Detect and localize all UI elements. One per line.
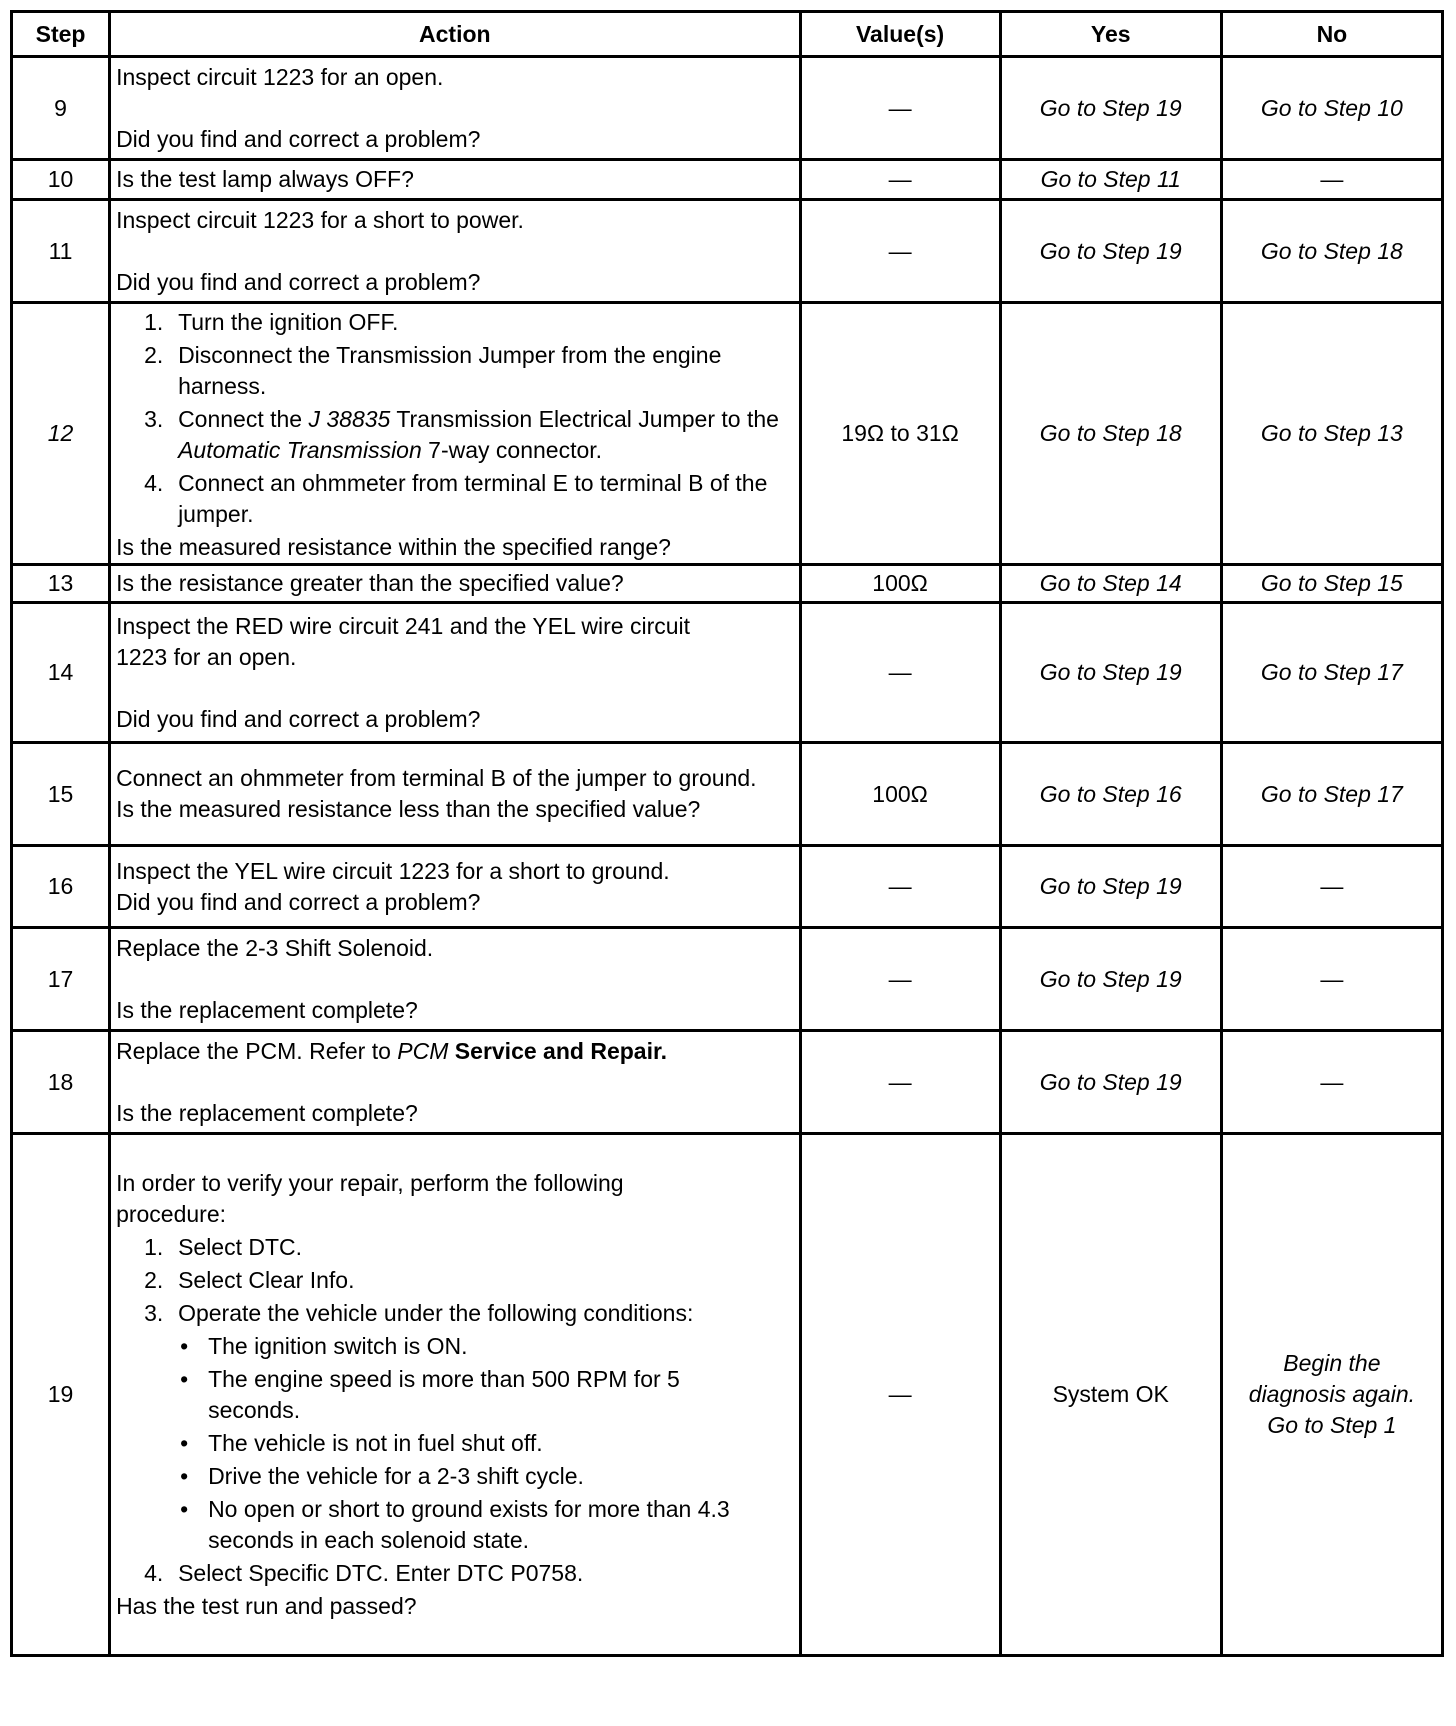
no-cell: Go to Step 17 [1221,743,1442,846]
action-cell [110,1134,800,1656]
yes-cell: Go to Step 19 [1000,200,1221,303]
value-cell: 100Ω [800,743,1000,846]
reference-bold: Service and Repair. [448,1037,668,1064]
tool-reference: J 38835 [308,405,391,432]
value-cell: 19Ω to 31Ω [800,303,1000,565]
numbered-item: 1. Turn the ignition OFF. [144,308,399,335]
action-text: Inspect the YEL wire circuit 1223 for a short to ground. [116,857,670,884]
no-cell: — [1221,160,1442,200]
step-number: 10 [12,160,110,200]
numbered-item: 4. Connect an ohmmeter from terminal E to terminal B of the jumper. [144,469,768,527]
table-row [12,565,1443,603]
header-row [12,12,1443,57]
diagnostic-table [10,10,1444,1657]
action-cell [110,1031,800,1134]
header-no: No [1221,12,1442,57]
step-number: 18 [12,1031,110,1134]
yes-cell: System OK [1000,1134,1221,1656]
step-number: 15 [12,743,110,846]
no-cell: Begin the diagnosis again. Go to Step 1 [1221,1134,1442,1656]
action-question: Has the test run and passed? [116,1592,417,1619]
step-number: 16 [12,846,110,928]
action-question: Did you find and correct a problem? [116,888,481,915]
action-text: Inspect circuit 1223 for an open. [116,63,444,90]
table-row [12,57,1443,160]
action-question: Is the resistance greater than the specified value? [116,570,624,596]
numbered-item: 2. Select Clear Info. [144,1266,355,1293]
action-question: Is the measured resistance less than the specified value? [116,796,701,822]
value-cell: — [800,603,1000,743]
action-text: In order to verify your repair, perform the following procedure: [116,1169,624,1227]
step-number: 14 [12,603,110,743]
step-number: 19 [12,1134,110,1656]
header-values: Value(s) [800,12,1000,57]
header-step: Step [12,12,110,57]
value-cell: — [800,57,1000,160]
action-question: Is the replacement complete? [116,1099,418,1126]
header-yes: Yes [1000,12,1221,57]
no-cell: Go to Step 15 [1221,565,1442,603]
action-text: Replace the PCM. Refer to PCM Service and Repair. [116,1037,668,1064]
action-text: Inspect the RED wire circuit 241 and the YEL wire circuit 1223 for an open. [116,612,691,670]
bullet-icon: • [180,1495,189,1522]
bullet-item: • The vehicle is not in fuel shut off. [116,1428,793,1459]
value-cell: — [800,846,1000,928]
numbered-item: 1. Select DTC. [144,1233,303,1260]
action-question: Is the measured resistance within the specified range? [116,533,671,560]
action-cell [110,743,800,846]
value-cell: — [800,928,1000,1031]
table-row [12,303,1443,565]
step-number: 12 [12,303,110,565]
step-number: 9 [12,57,110,160]
yes-cell: Go to Step 16 [1000,743,1221,846]
value-cell: — [800,200,1000,303]
bullet-item: • Drive the vehicle for a 2-3 shift cycle. [116,1461,793,1492]
table-row [12,1134,1443,1656]
bullet-icon: • [180,1332,189,1359]
no-cell: — [1221,846,1442,928]
header-action: Action [110,12,800,57]
no-cell: — [1221,928,1442,1031]
action-cell [110,846,800,928]
table-row [12,743,1443,846]
numbered-item: 3. Connect the J 38835 Transmission Electrical Jumper to the Automatic Transmission 7-way connector. [144,405,779,463]
step-number: 11 [12,200,110,303]
action-question: Is the test lamp always OFF? [116,166,414,192]
bullet-item: • The engine speed is more than 500 RPM for 5 seconds. [116,1364,793,1426]
action-text: Connect an ohmmeter from terminal B of the jumper to ground. [116,765,757,791]
table-row [12,1031,1443,1134]
action-text: Inspect circuit 1223 for a short to power. [116,206,524,233]
value-cell: — [800,1031,1000,1134]
action-question: Did you find and correct a problem? [116,268,481,295]
numbered-item: 3. Operate the vehicle under the following conditions: [144,1299,694,1326]
value-cell: — [800,1134,1000,1656]
bullet-item: • No open or short to ground exists for more than 4.3 seconds in each solenoid state. [116,1494,793,1556]
action-cell [110,303,800,565]
no-cell: Go to Step 18 [1221,200,1442,303]
no-cell: Go to Step 17 [1221,603,1442,743]
yes-cell: Go to Step 19 [1000,928,1221,1031]
component-reference: Automatic Transmission [178,436,422,463]
value-cell: 100Ω [800,565,1000,603]
table-row [12,928,1443,1031]
numbered-item: 2. Disconnect the Transmission Jumper from the engine harness. [144,341,722,399]
bullet-icon: • [180,1429,189,1456]
bullet-item: • The ignition switch is ON. [116,1331,793,1362]
step-number: 17 [12,928,110,1031]
table-row [12,200,1443,303]
yes-cell: Go to Step 19 [1000,603,1221,743]
action-question: Is the replacement complete? [116,996,418,1023]
action-cell [110,565,800,603]
action-cell [110,200,800,303]
action-question: Did you find and correct a problem? [116,125,481,152]
numbered-item: 4. Select Specific DTC. Enter DTC P0758. [144,1559,584,1586]
action-cell [110,57,800,160]
yes-cell: Go to Step 19 [1000,57,1221,160]
bullet-icon: • [180,1365,189,1392]
reference-em: PCM [397,1037,449,1064]
action-cell [110,603,800,743]
no-cell: Go to Step 10 [1221,57,1442,160]
table-row [12,846,1443,928]
yes-cell: Go to Step 19 [1000,846,1221,928]
value-cell: — [800,160,1000,200]
table-row [12,160,1443,200]
yes-cell: Go to Step 18 [1000,303,1221,565]
table-row [12,603,1443,743]
yes-cell: Go to Step 19 [1000,1031,1221,1134]
action-cell [110,160,800,200]
bullet-icon: • [180,1462,189,1489]
action-text: Replace the 2-3 Shift Solenoid. [116,934,434,961]
no-cell: — [1221,1031,1442,1134]
action-question: Did you find and correct a problem? [116,705,481,732]
yes-cell: Go to Step 14 [1000,565,1221,603]
yes-cell: Go to Step 11 [1000,160,1221,200]
step-number: 13 [12,565,110,603]
action-cell [110,928,800,1031]
no-cell: Go to Step 13 [1221,303,1442,565]
